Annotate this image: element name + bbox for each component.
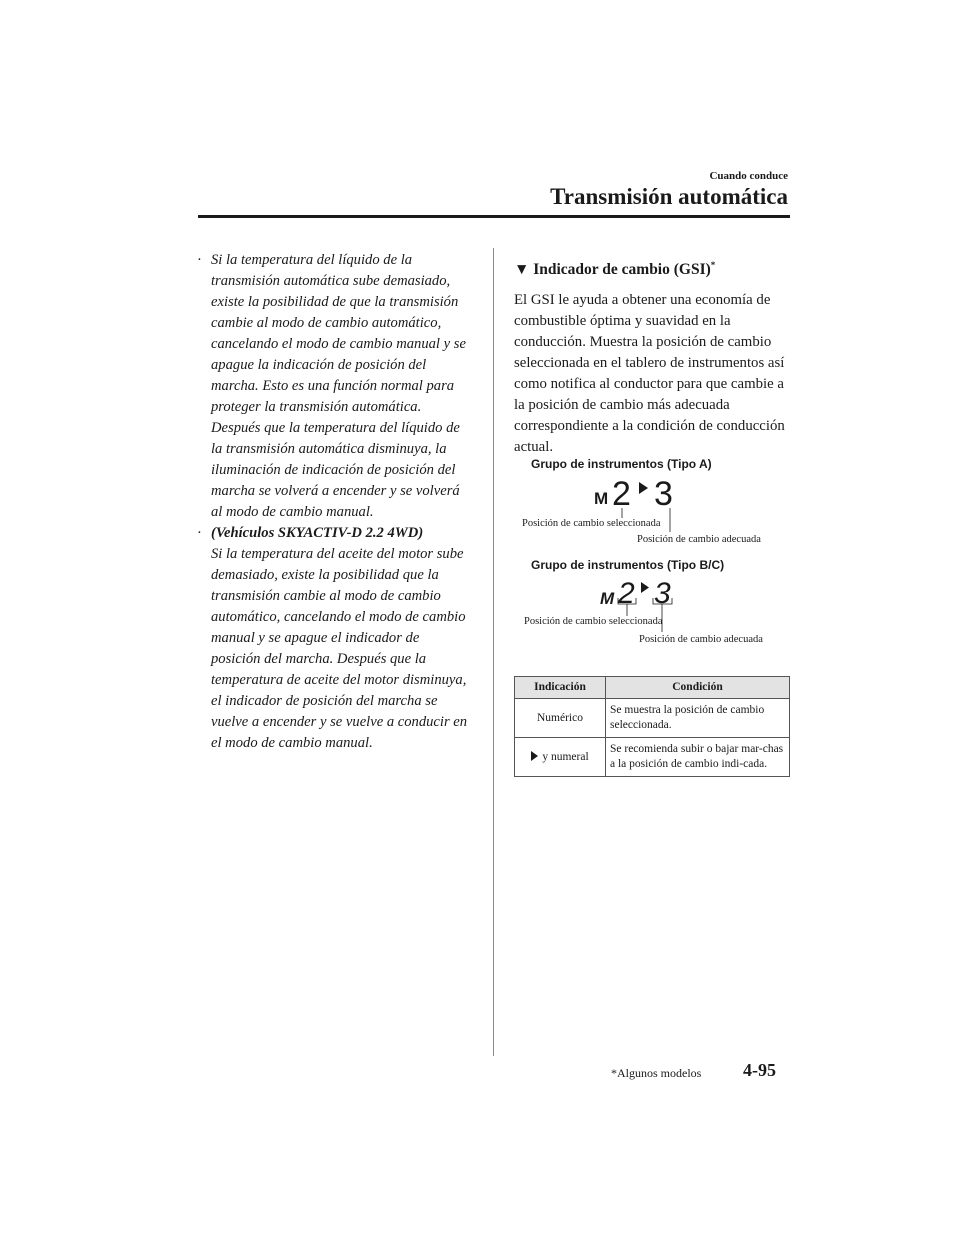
- suggested-gear-digit: 3: [654, 475, 673, 513]
- gsi-heading: [514, 255, 790, 280]
- table-row: [515, 738, 790, 777]
- table-cell-indication: Numérico: [515, 699, 606, 738]
- bullet-item-transmission-temp: [197, 250, 469, 523]
- heading-marker: ▼: [514, 261, 530, 279]
- table-row: [515, 699, 790, 738]
- bullet-text: Si la temperatura del líquido de la transmisión automática sube demasiado, existe la posibilidad de que la transmisión cambie al modo de cambio automático, cancelando el modo de cambio manual y se apague la indicación de posición del marcha. Esto es una función normal para proteger la transmisión automática. Después que la temperatura del líquido de la transmisión automática disminuya, la iluminación de indicación de posición del marcha se volverá a encender y se volverá al modo de cambio manual.: [211, 252, 466, 520]
- table-cell-condition: Se recomienda subir o bajar mar-chas a la posición de cambio indi-cada.: [606, 738, 790, 777]
- column-divider: [493, 248, 494, 1056]
- chapter-title: Transmisión automática: [550, 184, 788, 209]
- selected-gear-digit: 2: [612, 475, 631, 513]
- section-label: Cuando conduce: [709, 170, 788, 182]
- bullet-dot: ·: [197, 525, 202, 541]
- bullet-title: (Vehículos SKYACTIV-D 2.2 4WD): [211, 525, 424, 541]
- bullet-dot: ·: [197, 252, 202, 268]
- left-column: [197, 250, 469, 754]
- header-rule: [198, 215, 790, 218]
- heading-text: Indicador de cambio (GSI): [533, 261, 711, 279]
- table-cell-indication: [515, 738, 606, 777]
- table-header-condition: Condición: [606, 677, 790, 699]
- shift-up-arrow-icon: [641, 582, 649, 593]
- bullet-item-engine-oil-temp: [197, 523, 469, 754]
- label-suggested-position-a: Posición de cambio adecuada: [637, 534, 761, 545]
- bullet-text: Si la temperatura del aceite del motor sube demasiado, existe la posibilidad que la transmisión cambie al modo de cambio automático, cancelando el modo de cambio manual y se apague el indicador de posición del marcha. Después que la temperatura de aceite del motor disminuya, el indicador de posición del marcha se vuelve a encender y se vuelve a conducir en el modo de cambio manual.: [211, 546, 468, 751]
- gsi-indication-table: [514, 676, 790, 777]
- shift-up-arrow-icon: [639, 482, 648, 494]
- label-suggested-position-bc: Posición de cambio adecuada: [639, 634, 763, 645]
- indication-text: y numeral: [542, 750, 589, 763]
- right-column: [514, 255, 790, 458]
- label-selected-position-a: Posición de cambio seleccionada: [522, 518, 661, 529]
- table-cell-condition: Se muestra la posición de cambio seleccionada.: [606, 699, 790, 738]
- selected-gear-digit: 2: [618, 577, 635, 610]
- arrow-triangle-icon: [531, 751, 538, 761]
- heading-asterisk: *: [710, 260, 716, 270]
- label-selected-position-bc: Posición de cambio seleccionada: [524, 616, 663, 627]
- mode-letter: M: [594, 489, 609, 508]
- suggested-gear-digit: 3: [654, 577, 671, 610]
- footnote: *Algunos modelos: [611, 1066, 702, 1080]
- mode-letter: M: [600, 589, 615, 608]
- gsi-description: El GSI le ayuda a obtener una economía de combustible óptima y suavidad en la conducción. Muestra la posición de cambio seleccionada en el tablero de instrumentos así como notifica al conductor para que cambie a la posición de cambio más adecuada correspondiente a la condición de conducción actual.: [514, 292, 785, 456]
- table-header-indication: Indicación: [515, 677, 606, 699]
- table-header-row: [515, 677, 790, 699]
- page-number: 4-95: [743, 1060, 776, 1080]
- illustration-bc-title: Grupo de instrumentos (Tipo B/C): [531, 558, 725, 572]
- illustration-a-title: Grupo de instrumentos (Tipo A): [531, 457, 712, 471]
